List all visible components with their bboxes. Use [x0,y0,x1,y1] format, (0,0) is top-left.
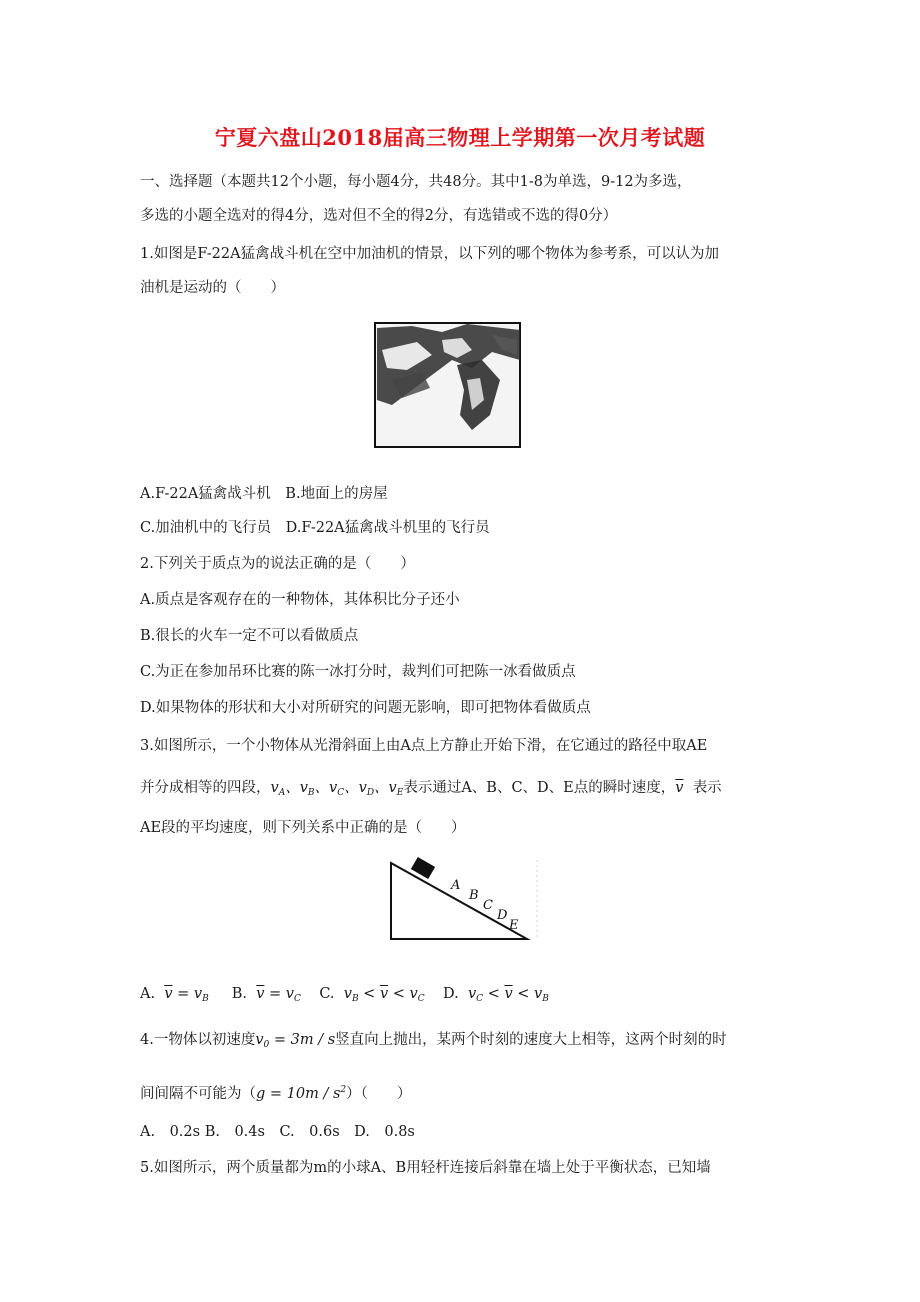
q4-line2-post: ）（ ） [346,1086,412,1102]
section-heading-line-2: 多选的小题全选对的得4分，选对但不全的得2分，有选错或不选的得0分） [140,208,618,224]
q3-line2-pre: 并分成相等的四段， [140,780,271,796]
velocity-list: $v_A$、$v_B$、$v_C$、$v_D$、$v_E$ [270,780,404,798]
q4-stem-line-2 [140,1080,411,1104]
q4-line1-pre: 4.一物体以初速度 [140,1032,256,1048]
q3-option-b-label: B. [231,986,248,1002]
incline-label-b: B [469,888,479,903]
q2-option-d: D.如果物体的形状和大小对所研究的问题无影响，即可把物体看做质点 [140,700,591,716]
q2-option-b: B.很长的火车一定不可以看做质点 [140,628,359,644]
page-title: 宁夏六盘山2018届高三物理上学期第一次月考试题 [214,125,706,150]
average-velocity-symbol: $\overline{v}$ [675,780,684,796]
q3-option-d-expr: $v_C < \overline{v} < v_B$ [467,986,549,1004]
q3-line2-mid: 表示通过A、B、C、D、E点的瞬时速度， [403,780,676,796]
q2-option-a: A.质点是客观存在的一种物体，其体积比分子还小 [140,592,460,608]
q2-option-c: C.为正在参加吊环比赛的陈一冰打分时，裁判们可把陈一冰看做质点 [140,664,576,680]
q3-stem-line-1: 3.如图所示，一个小物体从光滑斜面上由A点上方静止开始下滑，在它通过的路径中取AE [140,738,708,754]
q4-options: A. 0.2s B. 0.4s C. 0.6s D. 0.8s [140,1124,415,1140]
q3-option-c-label: C. [319,986,335,1002]
q4-line2-pre: 间间隔不可能为（ [140,1086,256,1102]
incline-label-e: E [509,918,519,933]
q3-incline-diagram [385,855,550,945]
incline-label-c: C [483,898,493,913]
q3-options [140,984,549,1009]
gravity-expr: $g = 10m / s^2$ [256,1085,347,1102]
q1-options-cd: C.加油机中的飞行员 D.F-22A猛禽战斗机里的飞行员 [140,520,490,536]
q1-refueling-photo [372,320,524,450]
q2-stem: 2.下列关于质点为的说法正确的是（ ） [140,556,415,572]
q4-stem-line-1 [140,1030,727,1055]
q3-option-b-expr: $\overline{v} = v_C$ [256,986,301,1004]
incline-label-a: A [451,878,461,893]
q1-stem-line-2: 油机是运动的（ ） [140,280,285,296]
section-heading-line-1: 一、选择题（本题共12个小题，每小题4分，共48分。其中1-8为单选，9-12为多选， [140,174,692,190]
incline-label-d: D [497,908,508,923]
q5-stem-line-1: 5.如图所示，两个质量都为m的小球A、B用轻杆连接后斜靠在墙上处于平衡状态，已知墙 [140,1160,711,1176]
q3-stem-line-2 [140,778,722,803]
q3-option-c-expr: $v_B < \overline{v} < v_C$ [343,986,425,1004]
q1-options-ab: A.F-22A猛禽战斗机 B.地面上的房屋 [140,486,388,502]
q3-option-a-expr: $\overline{v} = v_B$ [164,986,209,1004]
q3-option-d-label: D. [443,986,459,1002]
q3-option-a-label: A. [140,986,156,1002]
initial-velocity-expr: $v_0 = 3m / s$ [255,1032,336,1050]
q1-stem-line-1: 1.如图是F-22A猛禽战斗机在空中加油机的情景，以下列的哪个物体为参考系，可以认为加 [140,246,720,262]
q3-line2-post: 表示 [692,780,722,796]
q3-stem-line-3: AE段的平均速度，则下列关系中正确的是（ ） [140,820,466,836]
q4-line1-post: 竖直向上抛出，某两个时刻的速度大上相等，这两个时刻的时 [335,1032,727,1048]
